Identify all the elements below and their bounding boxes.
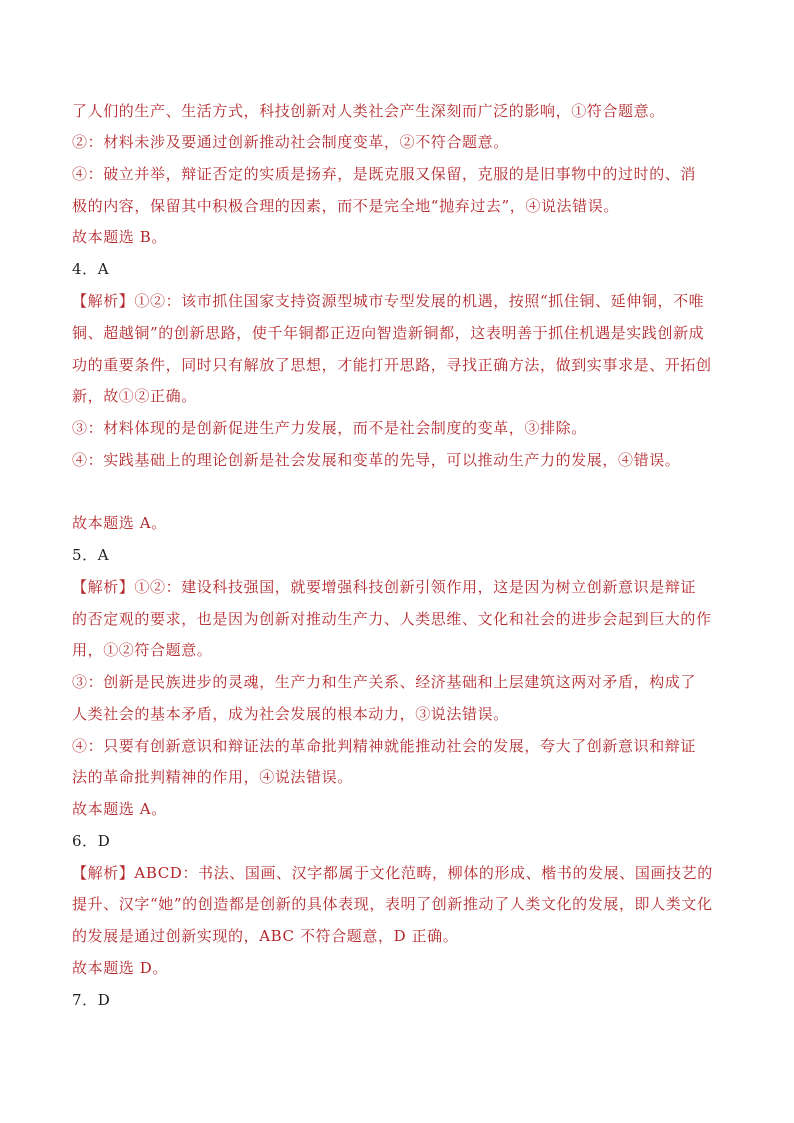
text-line: 功的重要条件，同时只有解放了思想，才能打开思路，寻找正确方法，做到实事求是、开拓创 <box>72 356 712 374</box>
text-line: 法的革命批判精神的作用，④说法错误。 <box>72 768 353 786</box>
text-line: 了人们的生产、生活方式，科技创新对人类社会产生深刻而广泛的影响，①符合题意。 <box>72 102 665 120</box>
text-line: ③：材料体现的是创新促进生产力发展，而不是社会制度的变革，③排除。 <box>72 419 587 437</box>
analysis-line: 【解析】ABCD：书法、国画、汉字都属于文化范畴，柳体的形成、楷书的发展、国画技艺的 <box>72 864 713 882</box>
text-line: ④：只要有创新意识和辩证法的革命批判精神就能推动社会的发展，夸大了创新意识和辩证 <box>72 737 697 755</box>
question-number: 7．D <box>72 991 111 1009</box>
text-line: 故本题选 A。 <box>72 514 167 532</box>
text-line: 新，故①②正确。 <box>72 387 197 405</box>
text-line: 的否定观的要求，也是因为创新对推动生产力、人类思维、文化和社会的进步会起到巨大的作 <box>72 610 712 628</box>
text-line: 故本题选 B。 <box>72 228 167 246</box>
text-line: 故本题选 D。 <box>72 959 168 977</box>
text-line: ④：实践基础上的理论创新是社会发展和变革的先导，可以推动生产力的发展，④错误。 <box>72 451 681 469</box>
question-number: 4．A <box>72 260 110 278</box>
text-line: ②：材料未涉及要通过创新推动社会制度变革，②不符合题意。 <box>72 133 509 151</box>
text-line: 用，①②符合题意。 <box>72 641 213 659</box>
text-line: 的发展是通过创新实现的，ABC 不符合题意，D 正确。 <box>72 927 459 945</box>
text-line: 故本题选 A。 <box>72 800 167 818</box>
text-line: 铜、超越铜”的创新思路，使千年铜都正迈向智造新铜都，这表明善于抓住机遇是实践创新成 <box>72 324 705 342</box>
analysis-line: 【解析】①②：建设科技强国，就要增强科技创新引领作用，这是因为树立创新意识是辩证 <box>72 578 697 596</box>
text-line: ③：创新是民族进步的灵魂，生产力和生产关系、经济基础和上层建筑这两对矛盾，构成了 <box>72 673 697 691</box>
question-number: 5．A <box>72 546 110 564</box>
text-line: ④：破立并举，辩证否定的实质是扬弃，是既克服又保留，克服的是旧事物中的过时的、消 <box>72 165 697 183</box>
analysis-line: 【解析】①②：该市抓住国家支持资源型城市专型发展的机遇，按照“抓住铜、延伸铜，不唯 <box>72 292 705 310</box>
text-line: 人类社会的基本矛盾，成为社会发展的根本动力，③说法错误。 <box>72 705 509 723</box>
text-line: 极的内容，保留其中积极合理的因素，而不是完全地“抛弃过去”，④说法错误。 <box>72 197 619 215</box>
text-line: 提升、汉字“她”的创造都是创新的具体表现，表明了创新推动了人类文化的发展，即人类文化 <box>72 895 713 913</box>
question-number: 6．D <box>72 832 111 850</box>
